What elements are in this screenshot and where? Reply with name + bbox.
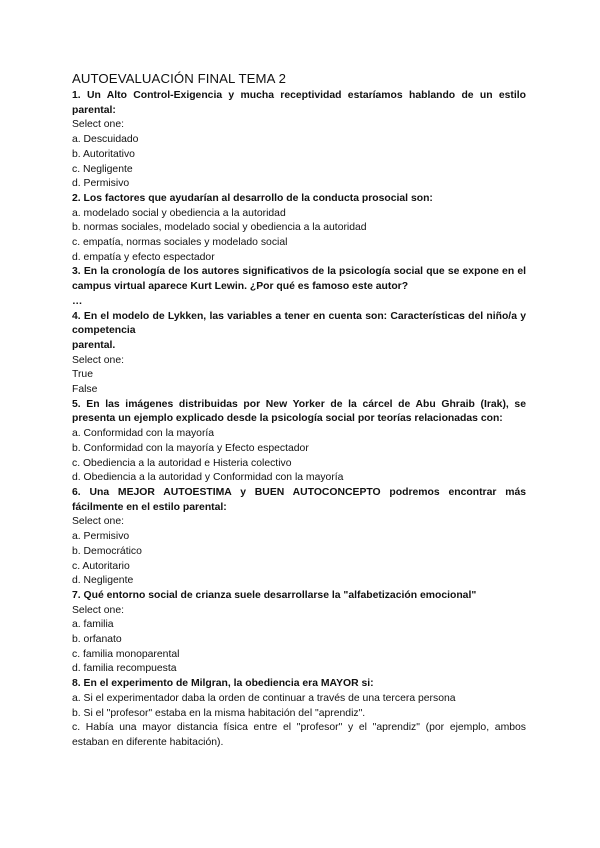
q1-option-b: b. Autoritativo bbox=[72, 148, 135, 160]
question-3: 3. En la cronología de los autores significativos de la psicología social que se expone en el campus virtual aparece Kurt Lewin. ¿Por qué es famoso este autor? bbox=[72, 266, 526, 293]
q5-option-b: b. Conformidad con la mayoría y Efecto espectador bbox=[72, 442, 309, 454]
q6-option-b: b. Democrático bbox=[72, 545, 142, 557]
question-2: 2. Los factores que ayudarían al desarrollo de la conducta prosocial son: bbox=[72, 192, 433, 204]
q5-option-a: a. Conformidad con la mayoría bbox=[72, 428, 215, 440]
q2-option-a: a. modelado social y obediencia a la autoridad bbox=[72, 207, 286, 219]
q6-option-a: a. Permisivo bbox=[72, 531, 130, 543]
select-one-label: Select one: bbox=[72, 119, 124, 131]
q4-option-true: True bbox=[72, 369, 93, 381]
q2-option-b: b. normas sociales, modelado social y obediencia a la autoridad bbox=[72, 222, 367, 234]
q2-option-d: d. empatía y efecto espectador bbox=[72, 251, 215, 263]
q6-option-d: d. Negligente bbox=[72, 575, 134, 587]
select-one-label: Select one: bbox=[72, 516, 124, 528]
q8-option-c: c. Había una mayor distancia física entre el "profesor" y el "aprendiz" (por ejemplo, ambos estaban en diferente habitación). bbox=[72, 722, 526, 748]
q7-option-a: a. familia bbox=[72, 619, 114, 631]
question-4-continuation: parental. bbox=[72, 339, 116, 351]
q6-option-c: c. Autoritario bbox=[72, 560, 130, 572]
document-page bbox=[72, 70, 526, 751]
q1-option-c: c. Negligente bbox=[72, 163, 133, 175]
question-1: 1. Un Alto Control-Exigencia y mucha receptividad estaríamos hablando de un estilo parental: bbox=[72, 90, 526, 116]
q8-option-a: a. Si el experimentador daba la orden de continuar a través de una tercera persona bbox=[72, 692, 456, 704]
question-5: 5. En las imágenes distribuidas por New Yorker de la cárcel de Abu Ghraib (Irak), se presenta un ejemplo explicado desde la psicología social por teorías relacionadas con: bbox=[72, 398, 526, 425]
q7-option-b: b. orfanato bbox=[72, 634, 122, 646]
question-6: 6. Una MEJOR AUTOESTIMA y BUEN AUTOCONCEPTO podremos encontrar más fácilmente en el estilo parental: bbox=[72, 486, 526, 513]
q5-option-d: d. Obediencia a la autoridad y Conformidad con la mayoría bbox=[72, 472, 344, 484]
q1-option-a: a. Descuidado bbox=[72, 134, 139, 146]
question-4: 4. En el modelo de Lykken, las variables a tener en cuenta son: Características del niño/a y competencia bbox=[72, 310, 526, 337]
document-title: AUTOEVALUACIÓN FINAL TEMA 2 bbox=[72, 71, 286, 86]
question-8: 8. En el experimento de Milgran, la obediencia era MAYOR si: bbox=[72, 678, 374, 690]
q4-option-false: False bbox=[72, 384, 98, 396]
select-one-label: Select one: bbox=[72, 604, 124, 616]
q3-answer-ellipsis: … bbox=[72, 295, 83, 307]
question-7: 7. Qué entorno social de crianza suele desarrollarse la "alfabetización emocional" bbox=[72, 589, 477, 601]
q1-option-d: d. Permisivo bbox=[72, 178, 130, 190]
q7-option-d: d. familia recompuesta bbox=[72, 663, 177, 675]
select-one-label: Select one: bbox=[72, 354, 124, 366]
q5-option-c: c. Obediencia a la autoridad e Histeria colectivo bbox=[72, 457, 292, 469]
q8-option-b: b. Si el "profesor" estaba en la misma habitación del "aprendiz". bbox=[72, 707, 366, 719]
q7-option-c: c. familia monoparental bbox=[72, 648, 180, 660]
q2-option-c: c. empatía, normas sociales y modelado social bbox=[72, 237, 288, 249]
